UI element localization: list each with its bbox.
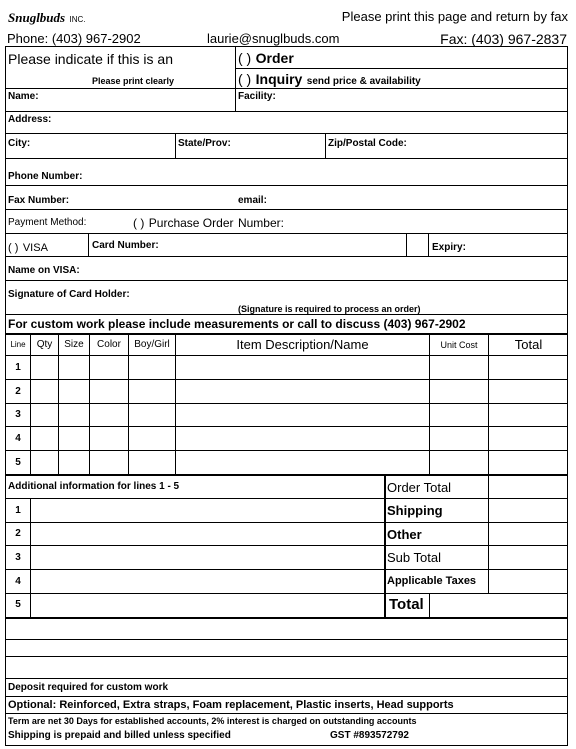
other-label: Other bbox=[387, 527, 422, 542]
company-phone: Phone: (403) 967-2902 bbox=[7, 31, 141, 46]
terms-note: Term are net 30 Days for established accounts, 2% interest is charged on outstanding accounts bbox=[8, 716, 417, 726]
additional-row-number: 1 bbox=[15, 505, 21, 516]
notes-line bbox=[5, 656, 568, 657]
col-header-boygirl: Boy/Girl bbox=[134, 339, 170, 350]
custom-work-note: For custom work please include measurements or call to discuss (403) 967-2902 bbox=[8, 317, 466, 331]
po-paren: ( ) bbox=[133, 216, 145, 230]
signature-note: (Signature is required to process an order) bbox=[238, 304, 421, 314]
email-field[interactable]: email: bbox=[238, 195, 267, 206]
additional-row-number: 5 bbox=[15, 599, 21, 610]
item-row-number: 1 bbox=[15, 362, 21, 373]
item-row-number: 2 bbox=[15, 386, 21, 397]
col-header-qty: Qty bbox=[36, 339, 53, 350]
return-note: Please print this page and return by fax bbox=[341, 9, 568, 24]
po-label: Purchase Order bbox=[148, 216, 234, 230]
item-row-number: 5 bbox=[15, 457, 21, 468]
additional-info-header: Additional information for lines 1 - 5 bbox=[8, 481, 180, 492]
shipping-note: Shipping is prepaid and billed unless specified bbox=[8, 730, 231, 741]
state-field[interactable]: State/Prov: bbox=[178, 138, 231, 149]
company-fax: Fax: (403) 967-2837 bbox=[440, 31, 567, 47]
order-checkbox[interactable] bbox=[238, 50, 294, 68]
expiry-field[interactable]: Expiry: bbox=[432, 242, 466, 253]
gst-number: GST #893572792 bbox=[330, 730, 409, 741]
order-label: Order bbox=[255, 50, 294, 66]
col-header-total: Total bbox=[514, 337, 543, 352]
grand-total-label: Total bbox=[389, 596, 424, 613]
col-header-description: Item Description/Name bbox=[236, 337, 369, 352]
company-logo bbox=[8, 9, 86, 27]
order-paren: ( ) bbox=[238, 50, 252, 66]
print-clearly-note: Please print clearly bbox=[92, 76, 175, 86]
fax-field[interactable]: Fax Number: bbox=[8, 195, 70, 206]
signature-field[interactable]: Signature of Card Holder: bbox=[8, 289, 130, 300]
visa-label: VISA bbox=[22, 242, 48, 254]
company-email: laurie@snuglbuds.com bbox=[207, 31, 340, 46]
city-field[interactable]: City: bbox=[8, 138, 31, 149]
name-field[interactable]: Name: bbox=[8, 91, 39, 102]
visa-paren: ( ) bbox=[8, 242, 19, 254]
item-row-number: 3 bbox=[15, 409, 21, 420]
col-header-size: Size bbox=[64, 339, 84, 350]
zip-field[interactable]: Zip/Postal Code: bbox=[328, 138, 407, 149]
optional-note: Optional: Reinforced, Extra straps, Foam replacement, Plastic inserts, Head supports bbox=[8, 699, 454, 711]
inquiry-checkbox[interactable] bbox=[238, 71, 421, 89]
sub-total-label: Sub Total bbox=[387, 550, 441, 565]
logo-suffix: INC. bbox=[69, 15, 86, 24]
visa-checkbox[interactable] bbox=[8, 238, 48, 256]
facility-field[interactable]: Facility: bbox=[238, 91, 276, 102]
col-header-unit-cost: Unit Cost bbox=[440, 340, 478, 350]
shipping-label: Shipping bbox=[387, 503, 443, 518]
order-total-label: Order Total bbox=[387, 480, 452, 495]
additional-row-number: 3 bbox=[15, 552, 21, 563]
phone-field[interactable]: Phone Number: bbox=[8, 171, 83, 182]
po-number-field: Number: bbox=[237, 216, 284, 230]
po-checkbox[interactable] bbox=[133, 214, 284, 232]
col-header-line: Line bbox=[10, 340, 26, 349]
additional-row-number: 2 bbox=[15, 528, 21, 539]
additional-row-number: 4 bbox=[15, 576, 21, 587]
indicate-prompt: Please indicate if this is an bbox=[8, 51, 173, 67]
logo-text: Snuglbuds bbox=[8, 10, 66, 25]
deposit-note: Deposit required for custom work bbox=[8, 682, 169, 693]
inquiry-note: send price & availability bbox=[306, 76, 421, 87]
payment-method-label: Payment Method: bbox=[8, 217, 87, 228]
applicable-taxes-label: Applicable Taxes bbox=[387, 575, 477, 587]
address-field[interactable]: Address: bbox=[8, 114, 52, 125]
card-number-field[interactable]: Card Number: bbox=[92, 240, 159, 251]
notes-line bbox=[5, 639, 568, 640]
inquiry-paren: ( ) bbox=[238, 71, 252, 87]
col-header-color: Color bbox=[97, 339, 121, 350]
inquiry-label: Inquiry bbox=[255, 71, 303, 87]
name-on-visa-field[interactable]: Name on VISA: bbox=[8, 265, 80, 276]
item-row-number: 4 bbox=[15, 433, 21, 444]
